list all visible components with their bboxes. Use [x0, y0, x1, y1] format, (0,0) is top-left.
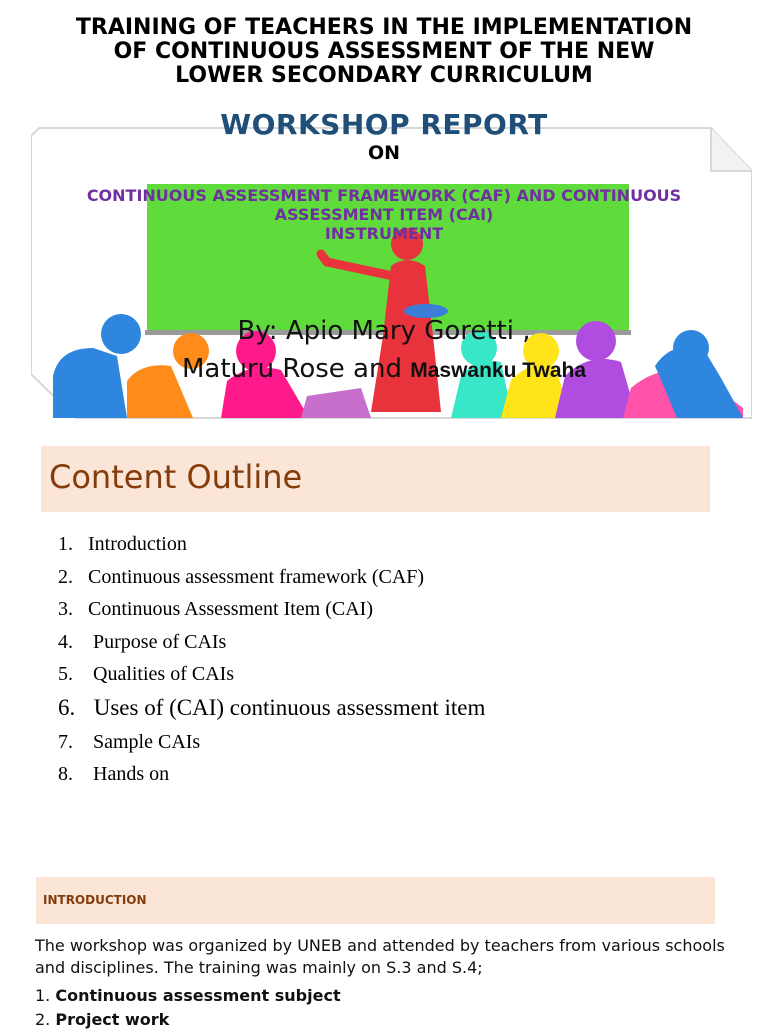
outline-item-number: 2.	[58, 566, 73, 588]
outline-item	[58, 566, 424, 589]
authors	[0, 312, 768, 390]
outline-item	[58, 663, 234, 686]
outline-item	[58, 533, 187, 556]
report-title: WORKSHOP REPORT	[220, 108, 548, 141]
author-names-a: Maturu Rose and	[181, 354, 411, 384]
outline-item-text: Hands on	[88, 763, 170, 785]
content-outline-heading: Content Outline	[49, 458, 303, 496]
outline-item-text: Sample CAIs	[88, 731, 201, 753]
outline-item-text: Uses of (CAI) continuous assessment item	[88, 695, 486, 720]
title-line-2: OF CONTINUOUS ASSESSMENT OF THE NEW	[113, 39, 655, 64]
outline-item-text: Introduction	[88, 533, 187, 555]
intro-list-item	[35, 984, 341, 1008]
intro-item-number: 1.	[35, 986, 56, 1005]
subtitle-line-3: INSTRUMENT	[324, 224, 444, 243]
outline-item	[58, 763, 169, 786]
report-on-label: ON	[367, 142, 401, 164]
intro-item-text: Project work	[55, 1010, 170, 1029]
introduction-list	[35, 984, 341, 1032]
introduction-paragraph: The workshop was organized by UNEB and attended by teachers from various schools and disciplines. The training was mainly on S.3 and S.4;	[35, 936, 725, 977]
outline-item	[58, 695, 485, 721]
document-title	[0, 16, 768, 88]
outline-item	[58, 631, 226, 654]
subtitle-line-2: ASSESSMENT ITEM (CAI)	[274, 205, 494, 224]
author-names-b: Maswanku Twaha	[410, 359, 587, 382]
outline-item-text: Purpose of CAIs	[88, 631, 227, 653]
authors-line-2	[0, 350, 768, 390]
outline-item-number: 7.	[58, 731, 73, 753]
content-outline-banner	[41, 446, 710, 512]
outline-item	[58, 731, 200, 754]
intro-item-text: Continuous assessment subject	[55, 986, 341, 1005]
report-subtitle	[40, 186, 728, 243]
intro-item-number: 2.	[35, 1010, 56, 1029]
outline-item	[58, 598, 373, 621]
outline-item-number: 4.	[58, 631, 73, 653]
outline-item-number: 1.	[58, 533, 73, 555]
introduction-banner	[36, 877, 715, 924]
outline-item-text: Qualities of CAIs	[88, 663, 235, 685]
subtitle-line-1: CONTINUOUS ASSESSMENT FRAMEWORK (CAF) AND CONTINUOUS	[86, 186, 682, 205]
authors-line-1: By: Apio Mary Goretti ,	[237, 316, 531, 346]
outline-item-number: 5.	[58, 663, 73, 685]
outline-item-text: Continuous assessment framework (CAF)	[88, 566, 425, 588]
outline-item-text: Continuous Assessment Item (CAI)	[88, 598, 373, 620]
title-line-3: LOWER SECONDARY CURRICULUM	[175, 63, 593, 88]
outline-item-number: 6.	[58, 695, 76, 720]
intro-list-item	[35, 1008, 341, 1032]
outline-item-number: 8.	[58, 763, 73, 785]
introduction-heading: INTRODUCTION	[43, 893, 147, 907]
outline-item-number: 3.	[58, 598, 73, 620]
title-line-1: TRAINING OF TEACHERS IN THE IMPLEMENTATION	[75, 15, 693, 40]
